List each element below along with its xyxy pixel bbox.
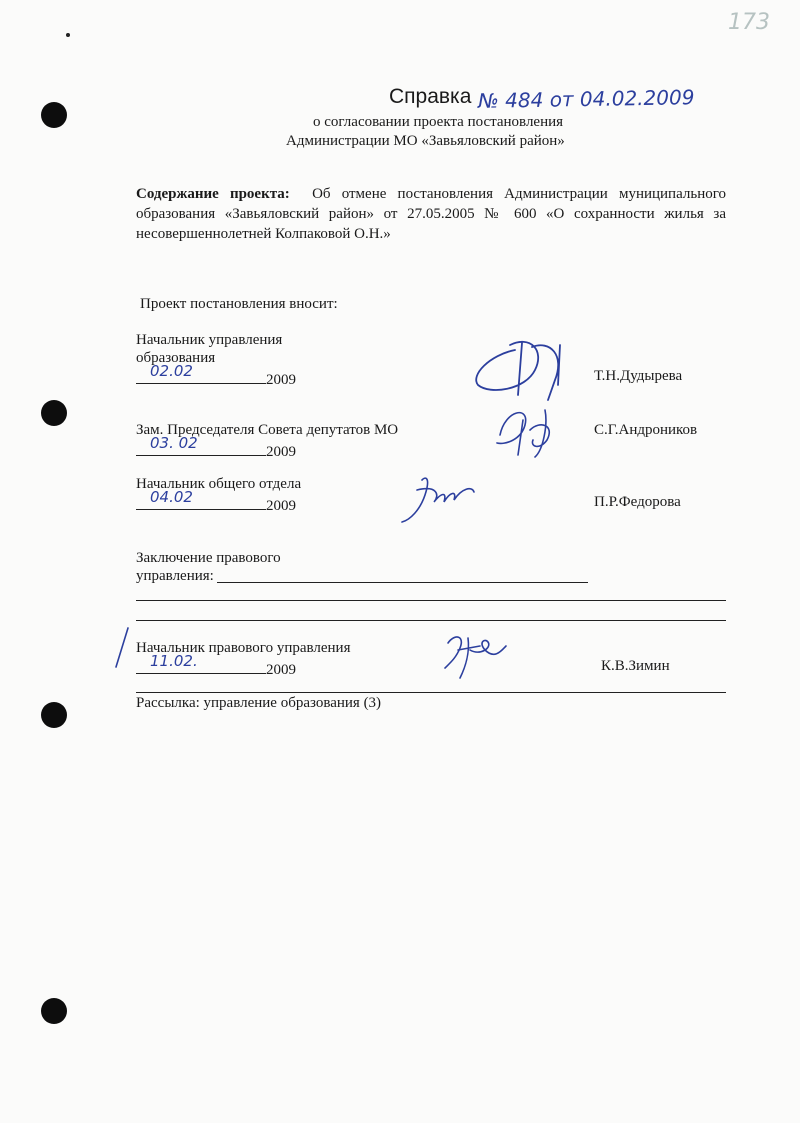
approval-position: Начальник управления bbox=[136, 332, 283, 348]
date-underline bbox=[136, 652, 266, 674]
conclusion-line bbox=[217, 582, 588, 583]
distribution-rule bbox=[136, 692, 726, 693]
handwritten-date: 11.02. bbox=[150, 652, 198, 670]
approval-date-row bbox=[136, 362, 296, 389]
content-label: Содержание проекта: bbox=[136, 186, 290, 202]
date-year: 2009 bbox=[266, 444, 296, 460]
punch-hole bbox=[41, 998, 67, 1024]
legal-conclusion-label: Заключение правового bbox=[136, 550, 281, 566]
approval-position: Начальник общего отдела bbox=[136, 476, 302, 492]
date-underline bbox=[136, 434, 266, 456]
approval-date-row bbox=[136, 488, 296, 515]
date-year: 2009 bbox=[266, 662, 296, 678]
subtitle-line-2: Администрации МО «Завьяловский район» bbox=[286, 133, 565, 149]
content-paragraph bbox=[136, 184, 726, 244]
punch-hole bbox=[41, 102, 67, 128]
introduced-by: Проект постановления вносит: bbox=[140, 296, 338, 312]
date-year: 2009 bbox=[266, 372, 296, 388]
handwritten-date: 02.02 bbox=[150, 362, 193, 380]
handwritten-number: № 484 от 04.02.2009 bbox=[477, 85, 695, 113]
conclusion-line bbox=[136, 600, 726, 601]
date-underline bbox=[136, 488, 266, 510]
scan-dot bbox=[66, 33, 70, 37]
legal-head-position: Начальник правового управления bbox=[136, 640, 351, 656]
handwritten-date: 03. 02 bbox=[150, 434, 198, 452]
approval-position: Зам. Председателя Совета депутатов МО bbox=[136, 422, 399, 438]
legal-head-name: К.В.Зимин bbox=[601, 658, 670, 674]
punch-hole bbox=[41, 400, 67, 426]
approver-name: П.Р.Федорова bbox=[594, 494, 681, 510]
punch-hole bbox=[41, 702, 67, 728]
subtitle-line-1: о согласовании проекта постановления bbox=[313, 114, 564, 130]
approval-position: образования bbox=[136, 350, 216, 366]
approver-name: Т.Н.Дудырева bbox=[594, 368, 683, 384]
page-number-mark: 173 bbox=[728, 10, 770, 35]
signature-andronikov bbox=[485, 395, 570, 465]
approval-date-row bbox=[136, 434, 296, 461]
document-title: Справка bbox=[389, 85, 472, 108]
handwritten-date: 04.02 bbox=[150, 488, 193, 506]
date-underline bbox=[136, 362, 266, 384]
content-text: Об отмене постановления Администрации муниципального образования «Завьяловский район» от 27.05.2005 № 600 «О сохранности жилья за несовершеннолетней Колпаковой О.Н.» bbox=[136, 186, 727, 242]
distribution: Рассылка: управление образования (3) bbox=[136, 695, 382, 711]
margin-stroke bbox=[112, 625, 132, 670]
legal-head-date-row bbox=[136, 652, 296, 679]
signature-fedorova bbox=[392, 470, 477, 530]
legal-conclusion-label: управления: bbox=[136, 568, 214, 584]
conclusion-line bbox=[136, 620, 726, 621]
approver-name: С.Г.Андроников bbox=[594, 422, 698, 438]
signature-zimin bbox=[440, 628, 510, 683]
date-year: 2009 bbox=[266, 498, 296, 514]
